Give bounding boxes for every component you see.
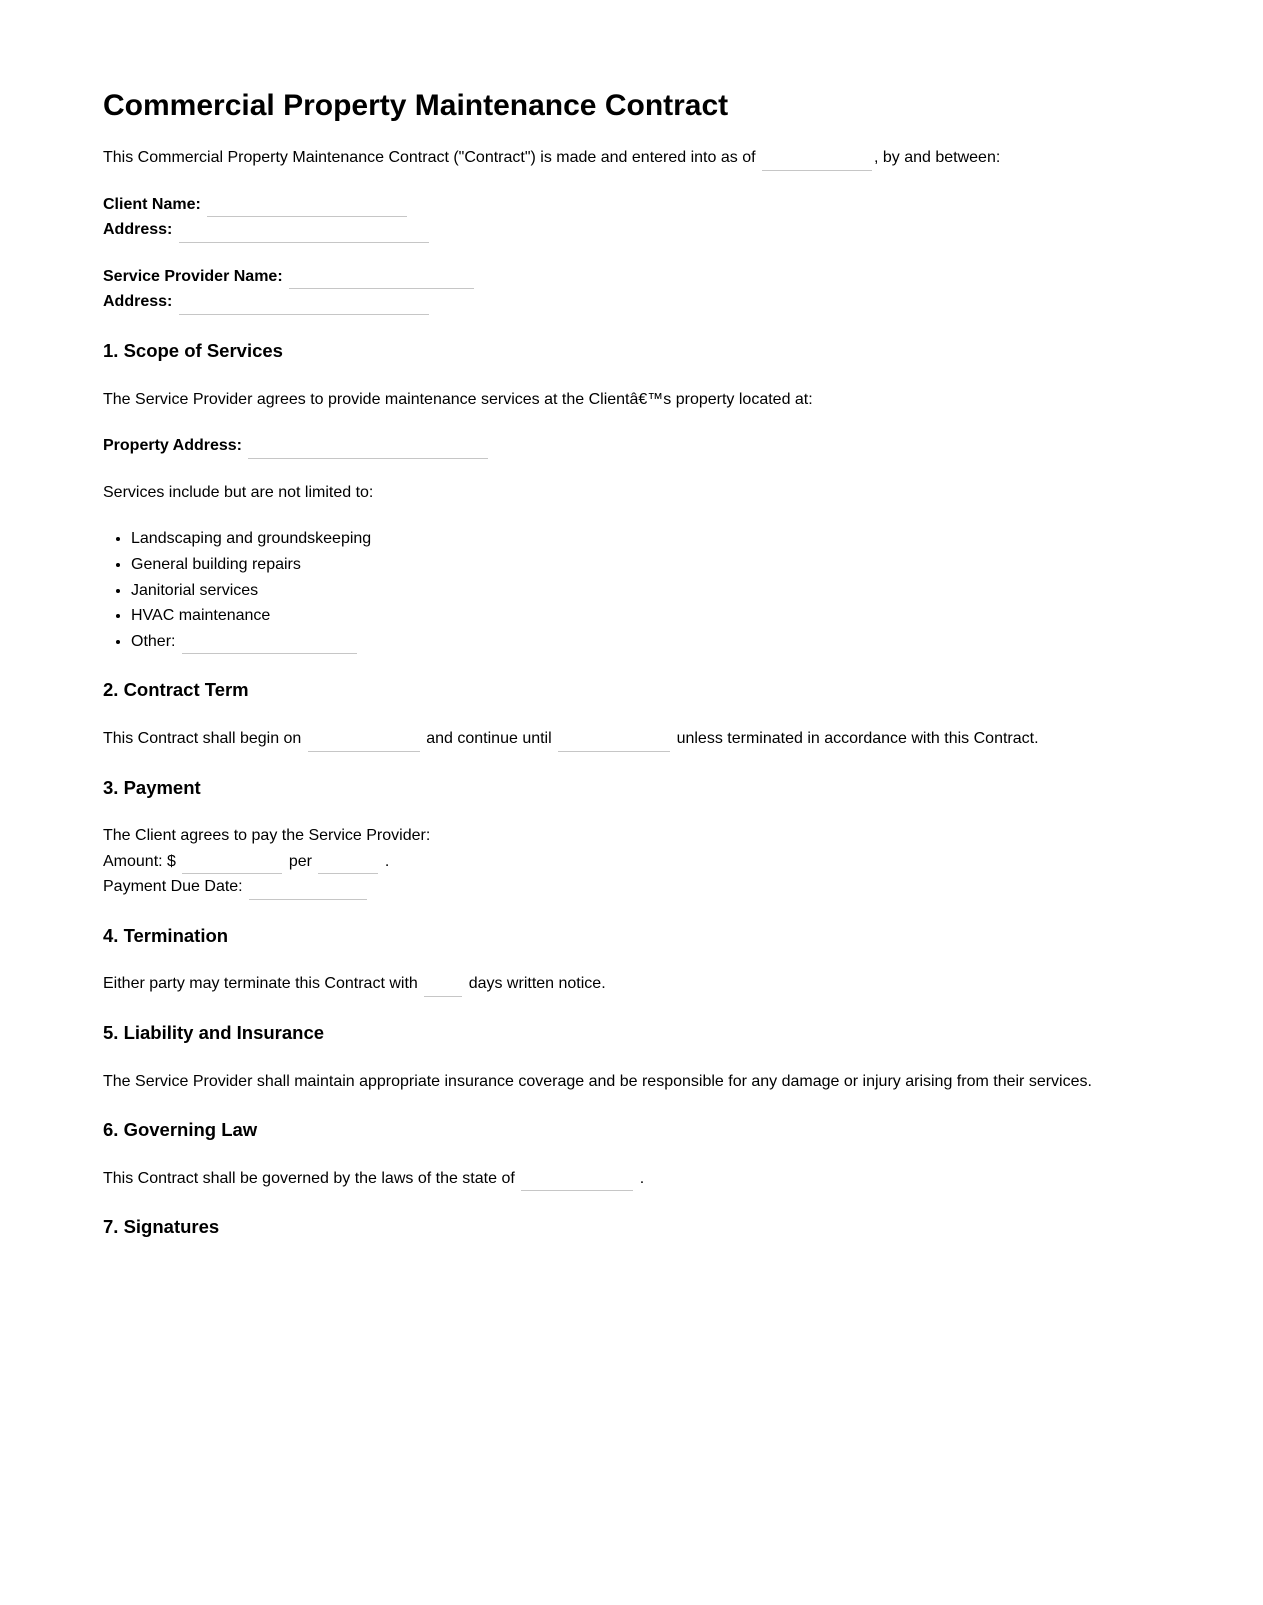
client-party-block [103,192,1163,243]
section-heading-scope: 1. Scope of Services [103,339,283,361]
payment-due-date-field[interactable] [249,879,367,900]
start-date-field[interactable] [308,731,420,752]
provider-address-label: Address: [103,293,173,311]
effective-date-field[interactable] [762,150,872,171]
payment-period-field[interactable] [318,853,378,874]
provider-name-field[interactable] [289,268,474,289]
payment-intro-text: The Client agrees to pay the Service Provider: [103,827,431,845]
client-address-label: Address: [103,221,173,239]
term-text-middle: and continue until [426,729,552,747]
provider-address-field[interactable] [179,294,429,315]
term-paragraph [103,726,1163,752]
law-paragraph [103,1166,1163,1192]
service-item-landscaping: • Landscaping and groundskeeping [131,526,1163,552]
service-item-hvac: • HVAC maintenance [131,603,1163,629]
property-address-block [103,433,1163,459]
property-address-label: Property Address: [103,437,242,455]
provider-party-block [103,264,1163,315]
section-heading-payment: 3. Payment [103,776,201,798]
term-text-after: unless terminated in accordance with this Contract. [676,729,1039,747]
section-heading-termination: 4. Termination [103,924,229,946]
client-name-field[interactable] [207,196,407,217]
services-intro-paragraph: Services include but are not limited to: [103,483,374,501]
section-heading-liability: 5. Liability and Insurance [103,1022,325,1044]
provider-name-label: Service Provider Name: [103,267,283,285]
law-text-before: This Contract shall be governed by the laws of the state of [103,1169,515,1187]
service-item-repairs: • General building repairs [131,552,1163,578]
service-item-janitorial: • Janitorial services [131,578,1163,604]
section-heading-law: 6. Governing Law [103,1119,258,1141]
amount-field[interactable] [182,853,282,874]
section-heading-signatures: 7. Signatures [103,1216,220,1238]
payment-due-label: Payment Due Date: [103,878,243,896]
intro-text-after: , by and between: [873,149,1001,166]
payment-period-text: . [384,852,390,870]
termination-text-before: Either party may terminate this Contract with [103,975,418,993]
service-item-other [131,629,1163,655]
law-text-after: . [639,1169,645,1187]
other-service-field[interactable] [182,633,357,654]
intro-text-before: This Commercial Property Maintenance Contract ("Contract") is made and entered into as of [103,149,756,166]
liability-paragraph: The Service Provider shall maintain appropriate insurance coverage and be responsible for any damage or injury arising from their services. [103,1072,1092,1090]
termination-paragraph [103,971,1163,997]
notice-days-field[interactable] [424,976,462,997]
end-date-field[interactable] [558,731,670,752]
termination-text-after: days written notice. [468,975,606,993]
per-label: per [288,852,312,870]
scope-intro-paragraph: The Service Provider agrees to provide maintenance services at the Clientâ€™s property located at: [103,390,813,408]
amount-label: Amount: $ [103,852,176,870]
payment-block [103,823,1163,900]
other-label: Other: [131,632,176,650]
term-text-before: This Contract shall begin on [103,729,302,747]
section-heading-term: 2. Contract Term [103,679,249,701]
client-name-label: Client Name: [103,195,201,213]
page-title: Commercial Property Maintenance Contract [103,89,729,122]
governing-state-field[interactable] [521,1170,633,1191]
intro-paragraph [103,145,1163,171]
services-list [103,526,1163,654]
property-address-field[interactable] [248,438,488,459]
client-address-field[interactable] [179,222,429,243]
